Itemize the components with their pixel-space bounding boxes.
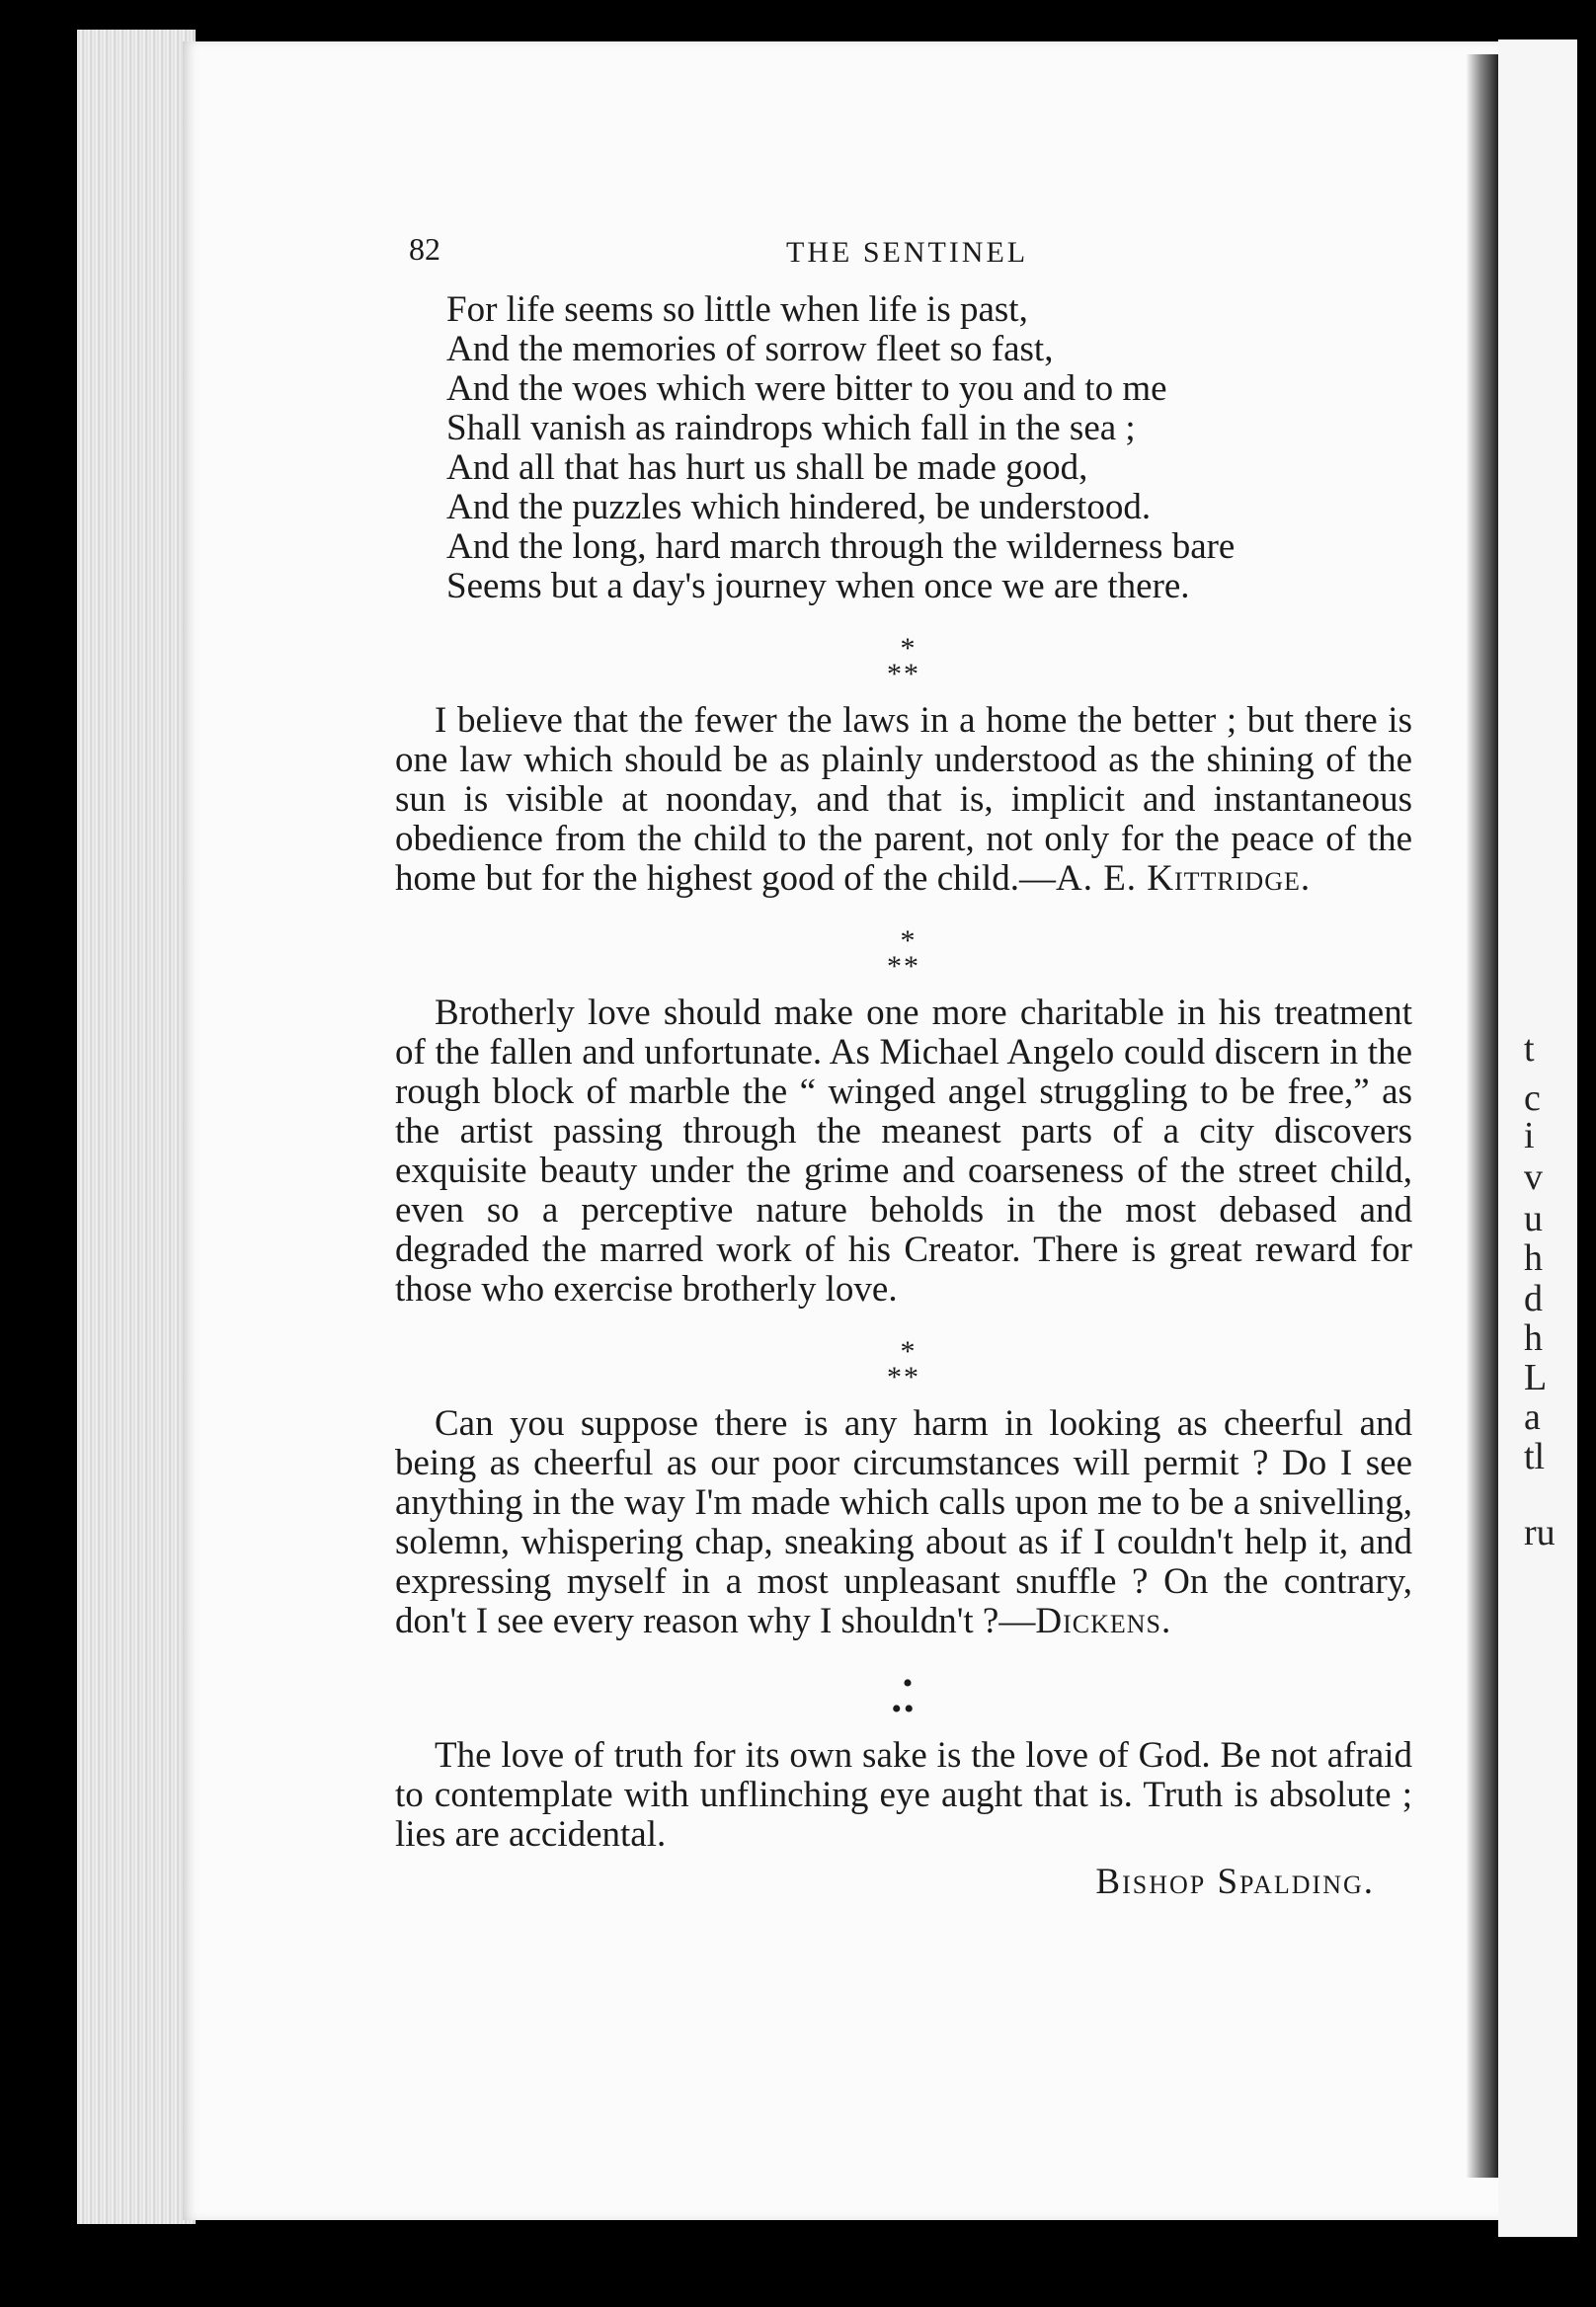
- paragraph: I believe that the fewer the laws in a home the better ; but there is one law which should be as plainly understood as the shining of the sun is visible at noonday, and that is, implicit and instantaneous obedience from the child to the parent, not only for the peace of the home but for the highest good of the child.—A. E. Kittridge.: [395, 700, 1412, 899]
- facing-page-fragment: i: [1524, 1115, 1535, 1156]
- signature: Bishop Spalding.: [1095, 1862, 1375, 1902]
- verse-line: And the long, hard march through the wilderness bare: [446, 526, 1236, 567]
- paragraph: Can you suppose there is any harm in looking as cheerful and being as cheerful as our poor circumstances will permit ? Do I see anything in the way I'm made which calls upon me to be a snivelling, solemn, whispering chap, sneaking about as if I couldn't help it, and expressing myself in a most unpleasant snuffle ? On the contrary, don't I see every reason why I shouldn't ?—Dickens.: [395, 1403, 1412, 1641]
- asterism-divider: * **: [887, 924, 920, 983]
- verse-line: Shall vanish as raindrops which fall in the sea ;: [446, 408, 1136, 448]
- facing-page-fragment: h: [1524, 1237, 1543, 1279]
- running-head: THE SENTINEL: [786, 236, 1029, 269]
- book-gutter: [1467, 54, 1498, 2178]
- facing-page: [1498, 40, 1577, 2237]
- verse-line: And all that has hurt us shall be made good,: [446, 447, 1088, 488]
- verse-stanza: [446, 290, 1412, 606]
- verse-line: Seems but a day's journey when once we are there.: [446, 566, 1190, 606]
- verse-line: And the woes which were bitter to you and to me: [446, 368, 1167, 409]
- facing-page-fragment: u: [1524, 1198, 1543, 1239]
- facing-page-fragment: tl: [1524, 1436, 1546, 1477]
- facing-page-fragment: ru: [1524, 1512, 1556, 1553]
- attribution: A. E. Kittridge.: [1055, 858, 1312, 899]
- facing-page-fragment: v: [1524, 1156, 1543, 1198]
- asterism-divider: * **: [887, 1335, 920, 1393]
- attribution: Dickens.: [1035, 1601, 1172, 1641]
- facing-page-fragment: c: [1524, 1077, 1541, 1119]
- facing-page-fragment: a: [1524, 1396, 1541, 1438]
- verse-line: For life seems so little when life is past,: [446, 289, 1028, 330]
- facing-page-fragment: L: [1524, 1357, 1548, 1398]
- page-header: [395, 229, 1412, 278]
- facing-page-fragment: d: [1524, 1278, 1543, 1319]
- verse-line: And the puzzles which hindered, be understood.: [446, 487, 1152, 527]
- paragraph: The love of truth for its own sake is the love of God. Be not afraid to contemplate with unflinching eye aught that is. Truth is absolute ; lies are accidental.: [395, 1735, 1412, 1855]
- page-content: [395, 229, 1412, 1902]
- verse-line: And the memories of sorrow fleet so fast,: [446, 329, 1054, 369]
- paragraph: Brotherly love should make one more charitable in his treatment of the fallen and unfortunate. As Michael Angelo could discern in the rough block of marble the “ winged angel struggling to be free,” as the artist passing through the meanest parts of a city discovers exquisite beauty under the grime and coarseness of the street child, even so a perceptive nature beholds in the most debased and degraded the marred work of his Creator. There is great reward for those who exercise brotherly love.: [395, 993, 1412, 1310]
- facing-page-fragment: h: [1524, 1317, 1543, 1359]
- asterism-divider: • ••: [891, 1667, 917, 1725]
- page-number: 82: [409, 231, 440, 267]
- asterism-divider: * **: [887, 632, 920, 690]
- facing-page-fragment: t: [1524, 1028, 1535, 1070]
- page-edges: [77, 30, 196, 2224]
